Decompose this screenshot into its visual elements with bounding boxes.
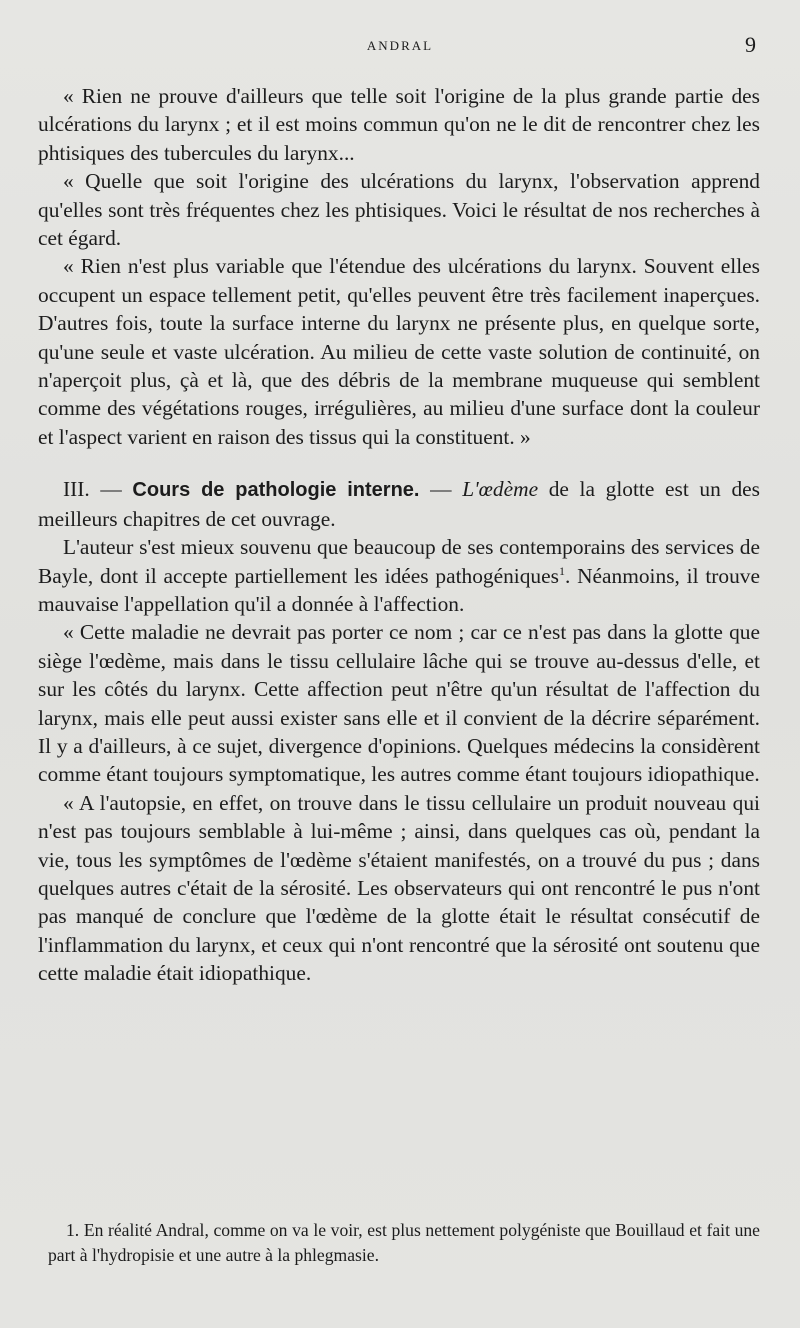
section-heading-paragraph — [38, 475, 760, 533]
section-lead-italic: L'œdème — [462, 477, 539, 502]
footnote-reference[interactable]: 1 — [558, 563, 565, 578]
running-title: ANDRAL — [366, 38, 434, 53]
paragraph-quote-autopsy: « A l'autopsie, en effet, on trouve dans le tissu cellulaire un produit nouveau qui n'est pas toujours semblable à lui-même ; ainsi, dans quelques cas où, pendant la vie, tous les symptômes de l'œdème s'étaient manifestés, on a trouvé du pus ; dans quelques autres c'était de la sérosité. Les observateurs qui ont rencontré le pus n'ont pas manqué de conclure que l'œdème de la glotte était le résultat consécutif de l'inflammation du larynx, et ceux qui n'ont rencontré que la sérosité ont soutenu que cette maladie était idiopathique. — [38, 790, 760, 986]
section-lead-rest: de la glotte est un des meilleurs chapitres de cet ouvrage. — [38, 477, 760, 531]
running-head — [0, 34, 800, 60]
paragraph-quote-origin: « Rien ne prouve d'ailleurs que telle soit l'origine de la plus grande partie des ulcérations du larynx ; et il est moins commun qu'on ne le dit de rencontrer chez les phtisiques des tubercules du larynx... — [38, 84, 760, 165]
paragraph-quote-frequency: « Quelle que soit l'origine des ulcérations du larynx, l'observation apprend qu'elles sont très fréquentes chez les phtisiques. Voici le résultat de nos recherches à cet égard. — [38, 169, 760, 251]
paragraph-text-after-note: . Néanmoins, il trouve mauvaise l'appellation qu'il a donnée à l'affection. — [38, 563, 760, 616]
section-dash: — — [419, 477, 463, 502]
body-text — [38, 82, 760, 988]
section-number: III. — — [63, 477, 133, 502]
page-number: 9 — [745, 32, 756, 57]
paragraph-quote-naming: « Cette maladie ne devrait pas porter ce nom ; car ce n'est pas dans la glotte que siège l'œdème, mais dans le tissu cellulaire lâche qui se trouve au-dessus d'elle, et sur les côtés du larynx. Cette affection peut n'être qu'un résultat de l'affection du larynx, mais elle peut aussi exister sans elle et il convient de la décrire séparément. Il y a d'ailleurs, à ce sujet, divergence d'opinions. Quelques médecins la considèrent comme étant toujours symptomatique, les autres comme étant toujours idiopathique. — [38, 620, 760, 787]
section-title: Cours de pathologie interne. — [132, 479, 420, 502]
paragraph-author-memory — [38, 533, 760, 618]
footnote: 1. En réalité Andral, comme on va le voir, est plus nettement polygéniste que Bouillaud et fait une part à l'hydropisie et une autre à la phlegmasie. — [48, 1220, 760, 1265]
paragraph-quote-extent: « Rien n'est plus variable que l'étendue des ulcérations du larynx. Souvent elles occupent un espace tellement petit, qu'elles peuvent être très facilement inaperçues. D'autres fois, toute la surface interne du larynx ne présente plus, en quelque sorte, qu'une seule et vaste ulcération. Au milieu de cette vaste solution de continuité, on n'aperçoit plus, çà et là, que des débris de la membrane muqueuse qui semblent comme des végétations rouges, irrégulières, au milieu d'une surface dont la couleur et l'aspect varient en raison des tissus qui la constituent. » — [38, 254, 760, 449]
paragraph-text-before-note: L'auteur s'est mieux souvenu que beaucoup de ses contemporains des services de Bayle, dont il accepte partiellement les idées pathogéniques — [38, 535, 760, 588]
